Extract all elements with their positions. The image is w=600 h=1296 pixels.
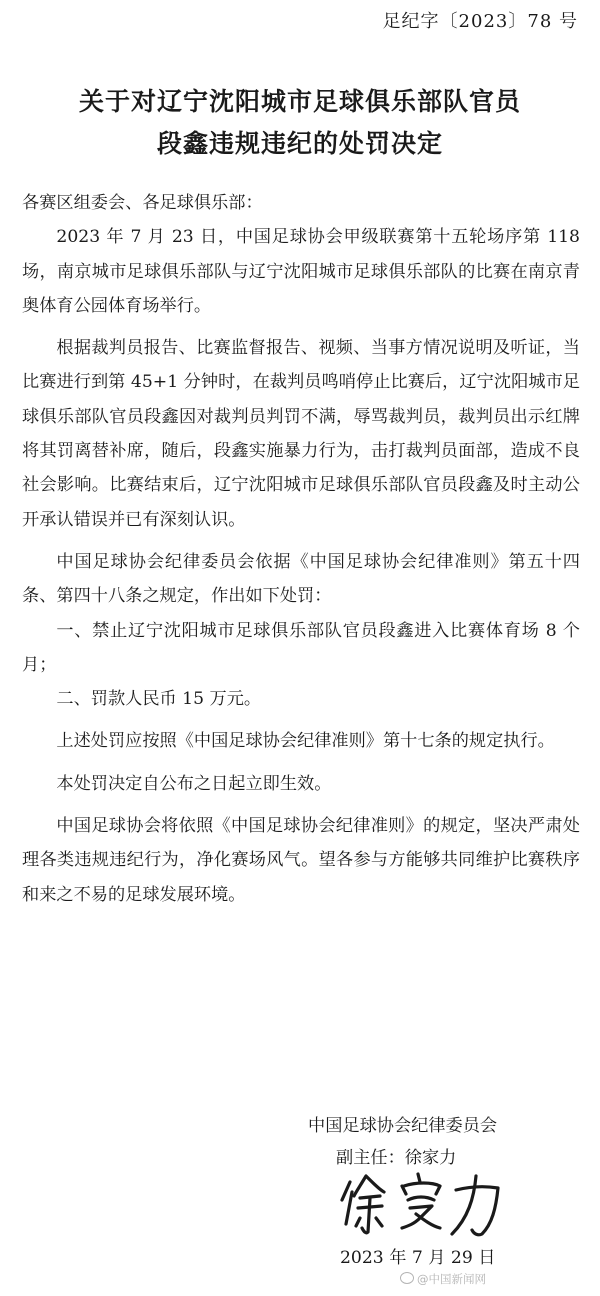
watermark-text: @中国新闻网 [417, 1272, 486, 1286]
handwritten-signature [336, 1168, 506, 1240]
document-body [22, 186, 580, 912]
signature-date: 2023 年 7 月 29 日 [340, 1248, 496, 1268]
paragraph-execution: 上述处罚应按照《中国足球协会纪律准则》第十七条的规定执行。 [56, 731, 555, 752]
document-number: 足纪字〔2023〕78 号 [382, 11, 578, 32]
paragraph-incident: 根据裁判员报告、比赛监督报告、视频、当事方情况说明及听证，当比赛进行到第 45+1 分钟时，在裁判员鸣哨停止比赛后，辽宁沈阳城市足球俱乐部队官员段鑫因对裁判员判罚不满，辱骂裁判员，裁判员出示红牌将其罚离替补席，随后，段鑫实施暴力行为，击打裁判员面部，造成不良社会影响。比赛结束后，辽宁沈阳城市足球俱乐部队官员段鑫及时主动公开承认错误并已有深刻认识。 [22, 338, 580, 530]
watermark [400, 1271, 486, 1287]
signature-position: 副主任：徐家力 [336, 1148, 457, 1168]
weibo-icon [400, 1272, 414, 1284]
paragraph-penalty-fine: 二、罚款人民币 15 万元。 [56, 689, 262, 710]
paragraph-effective: 本处罚决定自公布之日起立即生效。 [56, 773, 332, 794]
paragraph-basis: 中国足球协会纪律委员会依据《中国足球协会纪律准则》第五十四条、第四十八条之规定，作出如下处罚： [22, 551, 580, 607]
paragraph-penalty-ban: 一、禁止辽宁沈阳城市足球俱乐部队官员段鑫进入比赛体育场 8 个月； [22, 620, 580, 675]
signature-organization: 中国足球协会纪律委员会 [308, 1116, 498, 1136]
paragraph-match-info: 2023 年 7 月 23 日，中国足球协会甲级联赛第十五轮场序第 118 场，南京城市足球俱乐部队与辽宁沈阳城市足球俱乐部队的比赛在南京青奥体育公园体育场举行。 [22, 227, 580, 316]
document-title-line-2: 段鑫违规违纪的处罚决定 [156, 129, 443, 158]
paragraph-closing: 中国足球协会将依照《中国足球协会纪律准则》的规定，坚决严肃处理各类违规违纪行为，净化赛场风气。望各参与方能够共同维护比赛秩序和来之不易的足球发展环境。 [22, 816, 580, 905]
salutation: 各赛区组委会、各足球俱乐部： [22, 193, 263, 213]
document-title-line-1: 关于对辽宁沈阳城市足球俱乐部队官员 [78, 87, 521, 116]
